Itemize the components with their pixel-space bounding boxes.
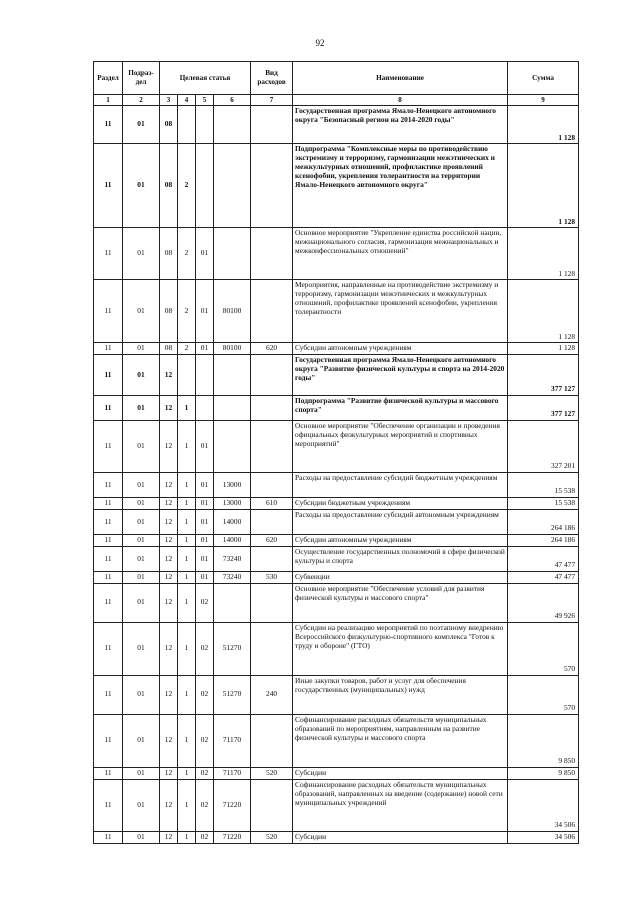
table-row <box>94 343 579 355</box>
podrazdel-cell: 01 <box>123 535 160 547</box>
direction-cell <box>214 396 251 421</box>
direction-cell <box>214 106 251 144</box>
expense-type-cell: 530 <box>251 572 293 584</box>
subprogram-cell: 1 <box>178 831 196 843</box>
direction-cell <box>214 355 251 396</box>
subprogram-cell: 1 <box>178 583 196 622</box>
razdel-cell: 11 <box>94 144 123 228</box>
direction-cell <box>214 583 251 622</box>
name-cell: Основное мероприятие "Обеспечение условий для развития физической культуры и массового спорта" <box>293 583 508 622</box>
table-row <box>94 622 579 675</box>
event-cell: 02 <box>196 767 214 779</box>
table-row <box>94 280 579 343</box>
column-number-row <box>94 95 579 106</box>
expense-type-cell <box>251 421 293 473</box>
header-expense-type: Вид расходов <box>251 62 293 95</box>
podrazdel-cell: 01 <box>123 343 160 355</box>
event-cell: 01 <box>196 228 214 280</box>
razdel-cell: 11 <box>94 767 123 779</box>
razdel-cell: 11 <box>94 355 123 396</box>
program-cell: 12 <box>160 355 178 396</box>
table-row <box>94 779 579 831</box>
podrazdel-cell: 01 <box>123 675 160 714</box>
subprogram-cell: 2 <box>178 144 196 228</box>
podrazdel-cell: 01 <box>123 280 160 343</box>
sum-cell: 1 128 <box>508 280 579 343</box>
direction-cell: 73240 <box>214 547 251 572</box>
sum-cell: 47 477 <box>508 572 579 584</box>
expense-type-cell <box>251 547 293 572</box>
expense-type-cell <box>251 144 293 228</box>
name-cell: Расходы на предоставление субсидий бюджетным учреждениям <box>293 473 508 498</box>
subprogram-cell: 1 <box>178 767 196 779</box>
expense-type-cell: 520 <box>251 767 293 779</box>
program-cell: 08 <box>160 343 178 355</box>
table-row <box>94 535 579 547</box>
column-number: 7 <box>251 95 293 106</box>
event-cell: 02 <box>196 622 214 675</box>
name-cell: Расходы на предоставление субсидий автономным учреждениям <box>293 510 508 535</box>
podrazdel-cell: 01 <box>123 228 160 280</box>
table-row <box>94 767 579 779</box>
name-cell: Субсидии <box>293 831 508 843</box>
name-cell: Субсидии бюджетным учреждениям <box>293 498 508 510</box>
expense-type-cell <box>251 510 293 535</box>
sum-cell: 1 128 <box>508 106 579 144</box>
table-body <box>94 106 579 843</box>
sum-cell: 570 <box>508 675 579 714</box>
expense-type-cell <box>251 280 293 343</box>
subprogram-cell: 1 <box>178 675 196 714</box>
event-cell: 02 <box>196 779 214 831</box>
expense-type-cell <box>251 583 293 622</box>
direction-cell: 14000 <box>214 535 251 547</box>
razdel-cell: 11 <box>94 510 123 535</box>
razdel-cell: 11 <box>94 572 123 584</box>
column-number: 8 <box>293 95 508 106</box>
podrazdel-cell: 01 <box>123 831 160 843</box>
name-cell: Подпрограмма "Развитие физической культуры и массового спорта" <box>293 396 508 421</box>
program-cell: 12 <box>160 622 178 675</box>
razdel-cell: 11 <box>94 280 123 343</box>
table-row <box>94 547 579 572</box>
razdel-cell: 11 <box>94 535 123 547</box>
razdel-cell: 11 <box>94 228 123 280</box>
name-cell: Государственная программа Ямало-Ненецкого автономного округа "Безопасный регион на 2014-2020 годы" <box>293 106 508 144</box>
column-number: 4 <box>178 95 196 106</box>
program-cell: 12 <box>160 572 178 584</box>
program-cell: 08 <box>160 228 178 280</box>
podrazdel-cell: 01 <box>123 572 160 584</box>
table-row <box>94 355 579 396</box>
expense-type-cell: 240 <box>251 675 293 714</box>
sum-cell: 264 186 <box>508 535 579 547</box>
direction-cell: 80100 <box>214 280 251 343</box>
subprogram-cell: 2 <box>178 343 196 355</box>
event-cell: 02 <box>196 675 214 714</box>
name-cell: Субвенции <box>293 572 508 584</box>
table-row <box>94 396 579 421</box>
program-cell: 12 <box>160 675 178 714</box>
header-sum: Сумма <box>508 62 579 95</box>
expense-type-cell: 620 <box>251 343 293 355</box>
razdel-cell: 11 <box>94 106 123 144</box>
sum-cell: 47 477 <box>508 547 579 572</box>
subprogram-cell: 1 <box>178 510 196 535</box>
podrazdel-cell: 01 <box>123 396 160 421</box>
direction-cell: 13000 <box>214 498 251 510</box>
subprogram-cell: 2 <box>178 228 196 280</box>
direction-cell: 13000 <box>214 473 251 498</box>
razdel-cell: 11 <box>94 547 123 572</box>
program-cell: 12 <box>160 547 178 572</box>
podrazdel-cell: 01 <box>123 473 160 498</box>
column-number: 5 <box>196 95 214 106</box>
event-cell <box>196 106 214 144</box>
sum-cell: 9 850 <box>508 714 579 767</box>
expense-type-cell: 610 <box>251 498 293 510</box>
expense-type-cell: 520 <box>251 831 293 843</box>
table-row <box>94 831 579 843</box>
table-row <box>94 510 579 535</box>
column-number: 1 <box>94 95 123 106</box>
page-number: 92 <box>315 38 325 48</box>
podrazdel-cell: 01 <box>123 421 160 473</box>
event-cell: 01 <box>196 421 214 473</box>
name-cell: Субсидии на реализацию мероприятий по поэтапному внедрению Всероссийского физкультурно-спортивного комплекса "Готов к труду и обороне" (ГТО) <box>293 622 508 675</box>
direction-cell: 51270 <box>214 675 251 714</box>
sum-cell: 15 538 <box>508 473 579 498</box>
razdel-cell: 11 <box>94 779 123 831</box>
subprogram-cell: 1 <box>178 622 196 675</box>
expense-type-cell <box>251 714 293 767</box>
sum-cell: 49 926 <box>508 583 579 622</box>
direction-cell: 51270 <box>214 622 251 675</box>
program-cell: 08 <box>160 106 178 144</box>
program-cell: 12 <box>160 714 178 767</box>
name-cell: Основное мероприятие "Укрепление единства российской нации, межнационального согласия, гармонизация межнациональных и межконфессиональных отношений" <box>293 228 508 280</box>
expense-type-cell <box>251 473 293 498</box>
event-cell <box>196 144 214 228</box>
program-cell: 12 <box>160 779 178 831</box>
sum-cell: 1 128 <box>508 343 579 355</box>
program-cell: 12 <box>160 583 178 622</box>
event-cell: 02 <box>196 714 214 767</box>
column-number: 2 <box>123 95 160 106</box>
subprogram-cell: 1 <box>178 714 196 767</box>
direction-cell: 80100 <box>214 343 251 355</box>
budget-table <box>93 61 579 844</box>
razdel-cell: 11 <box>94 675 123 714</box>
column-number: 3 <box>160 95 178 106</box>
sum-cell: 34 506 <box>508 831 579 843</box>
subprogram-cell: 2 <box>178 280 196 343</box>
program-cell: 12 <box>160 510 178 535</box>
podrazdel-cell: 01 <box>123 144 160 228</box>
subprogram-cell: 1 <box>178 498 196 510</box>
column-number: 6 <box>214 95 251 106</box>
event-cell: 01 <box>196 535 214 547</box>
expense-type-cell: 620 <box>251 535 293 547</box>
table-row <box>94 583 579 622</box>
table-row <box>94 714 579 767</box>
name-cell: Мероприятия, направленные на противодействие экстремизму и терроризму, гармонизации межэтнических и межкультурных отношений, профилактике проявлений ксенофобии, укрепления толерантности <box>293 280 508 343</box>
program-cell: 08 <box>160 144 178 228</box>
razdel-cell: 11 <box>94 343 123 355</box>
event-cell: 01 <box>196 473 214 498</box>
header-podrazdel: Подраз-дел <box>123 62 160 95</box>
event-cell: 01 <box>196 572 214 584</box>
direction-cell: 71170 <box>214 714 251 767</box>
direction-cell: 71170 <box>214 767 251 779</box>
name-cell: Основное мероприятие "Обеспечение организации и проведения официальных физкультурных мероприятий и спортивных мероприятий" <box>293 421 508 473</box>
expense-type-cell <box>251 355 293 396</box>
direction-cell <box>214 421 251 473</box>
name-cell: Субсидии автономным учреждениям <box>293 343 508 355</box>
event-cell: 02 <box>196 583 214 622</box>
razdel-cell: 11 <box>94 498 123 510</box>
subprogram-cell <box>178 106 196 144</box>
direction-cell: 73240 <box>214 572 251 584</box>
expense-type-cell <box>251 396 293 421</box>
sum-cell: 570 <box>508 622 579 675</box>
table-row <box>94 675 579 714</box>
razdel-cell: 11 <box>94 831 123 843</box>
program-cell: 12 <box>160 473 178 498</box>
podrazdel-cell: 01 <box>123 779 160 831</box>
sum-cell: 1 128 <box>508 228 579 280</box>
podrazdel-cell: 01 <box>123 714 160 767</box>
column-number: 9 <box>508 95 579 106</box>
event-cell: 01 <box>196 280 214 343</box>
sum-cell: 327 201 <box>508 421 579 473</box>
program-cell: 12 <box>160 767 178 779</box>
direction-cell <box>214 144 251 228</box>
name-cell: Иные закупки товаров, работ и услуг для обеспечения государственных (муниципальных) нужд <box>293 675 508 714</box>
name-cell: Софинансирование расходных обязательств муниципальных образований, направленных на введение (содержание) новой сети муниципальных учреждений <box>293 779 508 831</box>
table-row <box>94 228 579 280</box>
expense-type-cell <box>251 228 293 280</box>
sum-cell: 377 127 <box>508 355 579 396</box>
expense-type-cell <box>251 622 293 675</box>
event-cell: 01 <box>196 510 214 535</box>
name-cell: Субсидии <box>293 767 508 779</box>
name-cell: Софинансирование расходных обязательств муниципальных образований по мероприятиям, направленным на развитие физической культуры и массового спорта <box>293 714 508 767</box>
subprogram-cell <box>178 355 196 396</box>
event-cell <box>196 355 214 396</box>
sum-cell: 34 506 <box>508 779 579 831</box>
table-row <box>94 421 579 473</box>
event-cell: 01 <box>196 547 214 572</box>
direction-cell: 71220 <box>214 779 251 831</box>
table-row <box>94 572 579 584</box>
direction-cell <box>214 228 251 280</box>
table-header <box>94 62 579 106</box>
event-cell <box>196 396 214 421</box>
expense-type-cell <box>251 106 293 144</box>
razdel-cell: 11 <box>94 473 123 498</box>
podrazdel-cell: 01 <box>123 583 160 622</box>
razdel-cell: 11 <box>94 714 123 767</box>
razdel-cell: 11 <box>94 396 123 421</box>
podrazdel-cell: 01 <box>123 622 160 675</box>
subprogram-cell: 1 <box>178 547 196 572</box>
header-name: Наименование <box>293 62 508 95</box>
sum-cell: 9 850 <box>508 767 579 779</box>
podrazdel-cell: 01 <box>123 106 160 144</box>
subprogram-cell: 1 <box>178 535 196 547</box>
event-cell: 01 <box>196 343 214 355</box>
program-cell: 12 <box>160 396 178 421</box>
direction-cell: 14000 <box>214 510 251 535</box>
expense-type-cell <box>251 779 293 831</box>
header-razdel: Раздел <box>94 62 123 95</box>
sum-cell: 377 127 <box>508 396 579 421</box>
podrazdel-cell: 01 <box>123 767 160 779</box>
name-cell: Подпрограмма "Комплексные меры по противодействию экстремизму и терроризму, гармонизации межэтнических и межкультурных отношений, профилактике проявлений ксенофобии, укрепления толерантности на территории Ямало-Ненецкого автономного округа" <box>293 144 508 228</box>
table-row <box>94 106 579 144</box>
header-target-article: Целевая статья <box>160 62 251 95</box>
program-cell: 12 <box>160 421 178 473</box>
subprogram-cell: 1 <box>178 572 196 584</box>
sum-cell: 264 186 <box>508 510 579 535</box>
razdel-cell: 11 <box>94 583 123 622</box>
subprogram-cell: 1 <box>178 421 196 473</box>
program-cell: 12 <box>160 535 178 547</box>
podrazdel-cell: 01 <box>123 355 160 396</box>
podrazdel-cell: 01 <box>123 510 160 535</box>
subprogram-cell: 1 <box>178 396 196 421</box>
sum-cell: 1 128 <box>508 144 579 228</box>
table-row <box>94 144 579 228</box>
program-cell: 08 <box>160 280 178 343</box>
table-row <box>94 473 579 498</box>
program-cell: 12 <box>160 498 178 510</box>
name-cell: Осуществление государственных полномочий в сфере физической культуры и спорта <box>293 547 508 572</box>
name-cell: Государственная программа Ямало-Ненецкого автономного округа "Развитие физической культуры и спорта на 2014-2020 годы" <box>293 355 508 396</box>
sum-cell: 15 538 <box>508 498 579 510</box>
subprogram-cell: 1 <box>178 473 196 498</box>
table-row <box>94 498 579 510</box>
podrazdel-cell: 01 <box>123 498 160 510</box>
podrazdel-cell: 01 <box>123 547 160 572</box>
name-cell: Субсидии автономным учреждениям <box>293 535 508 547</box>
razdel-cell: 11 <box>94 421 123 473</box>
subprogram-cell: 1 <box>178 779 196 831</box>
program-cell: 12 <box>160 831 178 843</box>
event-cell: 01 <box>196 498 214 510</box>
razdel-cell: 11 <box>94 622 123 675</box>
direction-cell: 71220 <box>214 831 251 843</box>
event-cell: 02 <box>196 831 214 843</box>
